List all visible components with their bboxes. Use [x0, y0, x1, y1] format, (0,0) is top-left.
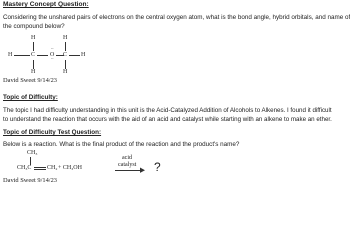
double-bond-line: [34, 167, 46, 168]
methanol-reagent: + CH₃OH: [58, 165, 82, 171]
reaction-arrow-shaft: [115, 170, 142, 171]
atom-c-right: C: [63, 52, 68, 58]
atom-c-left: C: [31, 52, 36, 58]
bond-line: [30, 157, 31, 165]
atom-h-right: H: [81, 52, 86, 58]
bond-line: [14, 55, 30, 56]
bond-line: [69, 55, 80, 56]
condition-acid: acid: [122, 155, 132, 161]
atom-h-bottom-left: H: [31, 69, 36, 75]
atom-h-bottom-right: H: [63, 69, 68, 75]
methyl-substituent: CH₃: [27, 150, 38, 156]
mastery-question-line-1: Considering the unshared pairs of electrons on the central oxygen atom, what is the bond angle, hybrid orbitals, and name of: [3, 14, 350, 21]
alkene-right: CH₂: [47, 165, 58, 171]
test-question-heading: Topic of Difficulty Test Question:: [3, 129, 102, 136]
atom-oxygen: O: [50, 52, 55, 58]
topic-difficulty-line-2: to understand the reaction that occurs with the aid of an acid and catalyst while starting with an alkene to make an ether.: [3, 116, 332, 123]
unknown-product: ?: [154, 160, 161, 174]
topic-difficulty-line-1: The topic I had difficulty understanding in this unit is the Acid-Catalyzed Addition of Alcohols to Alkenes. I found it difficult: [3, 107, 332, 114]
author-signature-1: David Sweet 9/14/23: [3, 77, 57, 84]
reaction-arrow-head-icon: [140, 167, 146, 173]
topic-difficulty-heading: Topic of Difficulty:: [3, 94, 58, 101]
atom-h-top-right: H: [63, 35, 68, 41]
atom-h-left: H: [8, 52, 13, 58]
atom-h-top-left: H: [31, 35, 36, 41]
bond-line: [65, 60, 66, 69]
alkene-left: CH₃C: [17, 165, 32, 171]
lone-pair-dots-top: ··: [51, 47, 54, 52]
author-signature-2: David Sweet 9/14/23: [3, 177, 57, 184]
double-bond-line: [34, 169, 46, 170]
test-question-line-1: Below is a reaction. What is the final product of the reaction and the product's name?: [3, 141, 240, 148]
bond-line: [37, 55, 48, 56]
mastery-question-heading: Mastery Concept Question:: [3, 1, 89, 8]
lone-pair-dots-bottom: ··: [51, 57, 54, 62]
condition-catalyst: catalyst: [118, 162, 137, 168]
bond-line: [33, 60, 34, 69]
mastery-question-line-2: the compound below?: [3, 23, 65, 30]
bond-line: [65, 42, 66, 51]
bond-line: [33, 42, 34, 51]
